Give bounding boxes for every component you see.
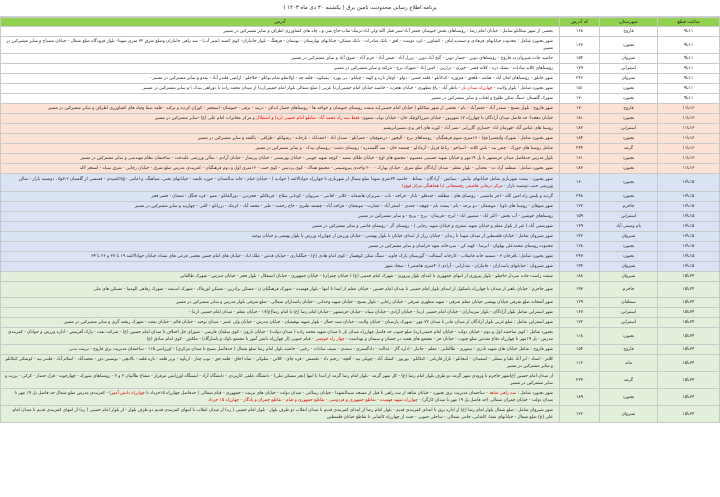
county: مانه <box>600 355 658 372</box>
address-code: ۱۶۰ <box>560 174 600 192</box>
county: فاروج <box>600 345 658 355</box>
highlighted-location: چهارراه میدان بار <box>461 86 493 91</box>
cut-time: ۲۴تا۱۵ <box>658 272 720 282</box>
page-title: برنامه اطلاع رسانی محدودیت تامین برق ( یکشنبه ۳۰ دی ماه ۱۴۰۳ ) <box>0 0 720 17</box>
table-row <box>1 272 720 282</box>
county: شیروان <box>600 54 658 64</box>
address-code: ۱۶۸ <box>560 27 600 37</box>
county: گرمه <box>600 372 658 389</box>
county: شیروان <box>600 74 658 84</box>
address: شهر بجنورد شامل: باقرخان ۳ - تصفیه خانه فاضلاب - کارخانه آسفالت - گورستان پارک جاوید - سنگ شکن کوهسار - کوی امام هادی (ع) - جنگلداری - خیابان قدس - ملک اباد - خیابان های امام حسن مجتبی فرعی های مقداد خیابان جوادالائمه ۱۹ تا ۳۷ و ۲۶ تا ۳۴ <box>1 252 560 262</box>
address-code: ۱۹۳ <box>560 282 600 298</box>
table-header-row <box>1 18 720 27</box>
address-code: ۱۱۲ <box>560 355 600 372</box>
county: شیروان <box>600 262 658 272</box>
address-code: ۱۶۳ <box>560 37 600 54</box>
table-row <box>1 202 720 212</box>
county: شیروان <box>600 272 658 282</box>
cut-time: ۱۱تا۹ <box>658 84 720 94</box>
header-city: شهرستان <box>600 18 658 27</box>
table-row <box>1 372 720 389</box>
county: بجنورد <box>600 134 658 144</box>
county: جاجرم <box>600 202 658 212</box>
cut-time: ۱۵تا۱۳ <box>658 262 720 272</box>
table-row <box>1 308 720 318</box>
address-code: ۱۲۹ <box>560 298 600 308</box>
address: خیابان دهخدا- حد فاصل میدان آزادگان تا چهارراه ۱۷ شهریور - خیابان میرزاکوچک خان - خیابان نواب صفوی- فقط سه راه محمد آباد- تقاطع امام خمینی (ره) و استقلال و مرکز مخابرات امام علی (ع) -سایر مشترکین در مسیر <box>1 114 560 124</box>
table-row <box>1 114 720 124</box>
county: بجنورد <box>600 37 658 54</box>
cut-time: ۱۱تا۹ <box>658 74 720 84</box>
table-row <box>1 74 720 84</box>
cut-time: ۱۱تا۹ <box>658 37 720 54</box>
cut-time: ۱۳تا۱۱ <box>658 154 720 164</box>
address-code: ۱۳۹ <box>560 222 600 232</box>
county: اسفراین <box>600 64 658 74</box>
highlighted-location: چهار راه خوشتی <box>314 337 345 342</box>
address: بخشی از شهر تیتکانلو شامل : خیابان امام رضا - روستاهای بخش خبوشان جعفر آباد-سیر قفل الله-ولی اباد-ترنبک-نقاب-حاج نقی و.. چاه های کشاورزی اطراف و سایر مشترکین در مسیر <box>1 27 560 37</box>
address: شهر شیروان شامل : خیابان فلسطین از میدان شهدا تا زندان - خیابان رزاز از ابتدای خیابان تا بلوار بهشتی - خیابان ورزش از چهارراه ورزش تا بلوار بهشتی و خیابان توحید <box>1 232 560 242</box>
cut-time: ۱۳تا۱۱ <box>658 144 720 154</box>
table-row <box>1 212 720 222</box>
highlighted-location: مرکز درمانی هاشمی رفسنجانی (با هماهنگی مرکز فوق) <box>402 183 503 189</box>
address: شهرصفی آباد ( غیر از بلوار معلم و خیابان شهید صفری و خیابان شهید رجایی ) - روستای گز - روستای قاضی و سایر مشترکین در مسیر <box>1 222 560 232</box>
cut-time: ۱۵تا۱۳ <box>658 212 720 222</box>
address: شهر بجنورد شامل : محدوده خیابانهای فرهادی و صمدیه لباف - کشاورز - ایزد دوست - افق - بانک صادرات - بانک مسکن- خیابانهای بهارستان - بوستان - فرهنگ - بلوار جانبازان- کوی کمینه (شیر آب) - سه راهی جانبازان وضلع شرق ۳۲ متری شهدا- بلوار فرودگاه ضلع شمال - خیابان مصباح و سایر مشترکین در مسیر <box>1 37 560 54</box>
address: از میدان امام حسین (ع)شهر جاجرم تا ورودی شهر گرمه دو طرف بلوار امام رضا (ع) - کل شهر گرمه - بلوار امام رضا گرمه از ابتدا تا انتها (بجز مسکن ملی) - دانشگاه علمی کاربردی - دانشگاه آزاد - ایستگاه اورژانس مرفراز - مشاع طالبیان ۲ و ۲ - روستاهای شورک - چهارجوبه - قزل حصار - کرکی - برزنه و سایر مشترکین در مسیر <box>1 372 560 389</box>
county: جاجرم <box>600 282 658 298</box>
county: شیروان <box>600 232 658 242</box>
county: اسفراین <box>600 212 658 222</box>
table-row <box>1 345 720 355</box>
county: سملقان <box>600 298 658 308</box>
address-code: ۱۵۴ <box>560 54 600 64</box>
county: بجنورد <box>600 252 658 262</box>
address-code: ۲۴۸ <box>560 192 600 202</box>
cut-time: ۱۱تا۹ <box>658 27 720 37</box>
county: شیروان <box>600 406 658 423</box>
address: بجنورد شامل : کوی صاحقبه اول و دوم - خیابان دولت - خیابان امام خمینی(ره) ضلع جنوب حد فاصل چهارراه میدان بار تا میدان شهید محمد زاده ( میدان دولت) - خیابان نارون - کوی سلمان فارسی - شورای حل اختلاف تا میدان امام حسین (ع) - شرکت نفت - پارک آفرینش - اداره ورزش و جوانان - کمربندی مدرس - پل ۱۹مهر تا چهارراه دفاع مقدس ضلع جنوب - خیابان حر - مجتمع های همت در خشان و سیمان و بهداشت - چهار راه خوشتی - قیام جنوبی (از چهارراه دانش آموز تا مجتمع تاوک و پاسارگاد) - ملکش - کوی امام صادق (ع) <box>1 328 560 345</box>
table-row <box>1 262 720 272</box>
table-row <box>1 318 720 328</box>
cut-time: ۲۴تا۱۵ <box>658 389 720 406</box>
cut-time: ۲۴تا۱۵ <box>658 298 720 308</box>
table-row <box>1 298 720 308</box>
address: شهر شوقان - روستا های تاویا - موشقان - دو برجه - بام - پشت بام - چهچه - جعدی - اصغر آباد - عمارت - موشقان - فراجه آباد - چشمه طبری - حاج رحمت - طبر - محمد آباد - کرمک - برزانلو - کلتی - چهاربید و سایر مشترکین در مسیر <box>1 202 560 212</box>
cut-time: ۲۴تا۱۵ <box>658 406 720 423</box>
table-row <box>1 355 720 372</box>
cut-time: ۲۴تا۱۵ <box>658 345 720 355</box>
address: شهر آشخانه ضلع شرقی خیابان بهشتی خیابان معلم شرقی - شهید مطهری شرقی - خیابان رجایی - بلوار بسیج - خیابان شهید وحدانی - خیابان پاسداران شمالی - ضلع شرقی بلوار مدرس و سایر مشترکین در مسیر <box>1 298 560 308</box>
table-row <box>1 406 720 423</box>
table-row <box>1 242 720 252</box>
address: شهر خانلق - روستاهای امان آباد - هنامه - قلجق - فیروزه - کدکانلو - قلعه حسن - دولو - اوغاز تازه و کهنه - چیانلو - بی بهره - پسکوه - قلعه چه - اولاشلو شام بوانلو - خلاجلو - اراضی قلندر آباد - نقدو و سایر مشترکین در مسیر - <box>1 74 560 84</box>
cut-time: ۱۱تا۹ <box>658 64 720 74</box>
address-code: ۱۳۶ <box>560 406 600 423</box>
address: شهر شیروان : خیابانهای پاسداران - جانبازان - تقدارانی - آزادی (۴۰متری هاشمی) - سجاد شهر <box>1 262 560 272</box>
address: محدوده روستای محمدعلی پهلوان - اترسا - کهنه کن - سردخانه شهد خراسان و سایر مشترکین در مسیر <box>1 242 560 252</box>
address-code: ۱۵۴ <box>560 345 600 355</box>
table-row <box>1 144 720 154</box>
county: بجنورد <box>600 389 658 406</box>
county: بجنورد <box>600 84 658 94</box>
header-address: آدرس <box>1 18 560 27</box>
cut-time: ۱۵تا۱۳ <box>658 222 720 232</box>
table-row <box>1 134 720 144</box>
address-code: ۱۸۱ <box>560 114 600 124</box>
cut-time: ۱۳تا۱۱ <box>658 164 720 174</box>
address: شهر جاجرم : خیابان باهنر از میدان تا چهارراه باسکول از ابتدای بلوار امام خمینی تا میدان امام حسین - خیابان معلم از ابتدا تا انتها - بلوار فهمیده - شهرک فرهنگیان ن - مسکن برادرین - مسکن اوریتاک - شهرک اندیشه - شهرک رفاهی الومنیا - مسکن های ملی <box>1 282 560 298</box>
county: بجنورد <box>600 154 658 164</box>
table-row <box>1 27 720 37</box>
cut-time: ۲۴تا۱۵ <box>658 328 720 345</box>
address-code: ۱۷۹ <box>560 64 600 74</box>
highlighted-location: چهارراه شهید فهمیده - تقاطع جمهوری و فردوسی - تقاطع جمهوری و قیام - تقاطع چمران و یادگار - چهارراه ۱۵ خرداد <box>208 398 418 403</box>
county: گرمه <box>600 144 658 154</box>
table-row <box>1 389 720 406</box>
address: شهر اسفراین شامل : ضلع غربی بلوار آزادگان از میدان مادر تا میدان ۲۲ مهر - شهرک پارسیان - خیابان ولایت - خیابان سید جمال - بلوار شهید توفیقیان - خیابان مدرس - خیابان ولی عصر - میدان توحید - خیابان قائم - خیابان بعثت - شهرک ریخته گری و سایر مشترکین در مسیر <box>1 318 560 328</box>
address-code: ۱۴۶ <box>560 232 600 242</box>
cut-time: ۱۳تا۱۱ <box>658 114 720 124</box>
cut-time: ۱۵تا۱۳ <box>658 232 720 242</box>
table-row <box>1 192 720 202</box>
address-code: ۱۱۸ <box>560 328 600 345</box>
cut-time: ۲۴تا۱۵ <box>658 355 720 372</box>
outage-schedule-table <box>0 17 720 423</box>
address-code: ۱۶۷ <box>560 308 600 318</box>
address: گردنه و پلیس راه امین الله - اجر ماشینی - روستای های : مطلعه - خندقلو - تاتار - فراجه - نات - سربران هاشقانه - کلاتر - اقانبی - سریوان - کودانی سلاخ - قریکانلو - فخردین - دورالقانلو - ممو - قره جنگل - شعبان - قصر قجر <box>1 192 560 202</box>
address: روستاهای کلاته سادات - پشک دره - کلاته فقیر - خوری - درازیی - امین اباد - شهرک برج - مراغه و سایر مشترکین در مسیر <box>1 64 560 74</box>
county: اسفراین <box>600 124 658 134</box>
address-code: ۱۸۲ <box>560 124 600 134</box>
county: بجنورد <box>600 328 658 345</box>
address-code: ۲۴۶ <box>560 74 600 84</box>
table-row <box>1 37 720 54</box>
table-row <box>1 222 720 232</box>
cut-time: ۲۴تا۱۵ <box>658 308 720 318</box>
address: شهر بجنورد شامل : منطقه آزاد ده - محدلی - بلوار معلم - میدان آزادگان ضلع شرق - خیابان بهارک - ۲۰۰ واحدی پتروشیمی - مجتمع هماک - کوی پردیس - کوی جنت - ۱۶متری اول و دوم فرهنگیان - کمربندی مدرس ضلع شرق - خیابان رجایی - شرق سپاه - استخر لاله <box>1 164 560 174</box>
cut-time: ۱۵تا۱۳ <box>658 174 720 192</box>
address-code: ۱۲۷ <box>560 202 600 212</box>
address-code: ۱۶۱ <box>560 154 600 164</box>
address: بلوار مدرس حدفاصل میدان خرمشهر تا پل ۱۹مهر و خیابان شهید حسینی معصوم - مجتمع های اوج - خیابان طلای سفید - کوچه شهید جوینی - خیابان بهزیستی - خیابان پرستار - خیابان آزادی - سالن ورزشی علیدخت - ساختمان نظام مهندسی و سایر مشترکین در مسیر <box>1 154 560 164</box>
address-code: ۱۸۹ <box>560 389 600 406</box>
cut-time: ۱۳تا۱۱ <box>658 104 720 114</box>
table-row <box>1 64 720 74</box>
county: بجنورد <box>600 192 658 202</box>
table-row <box>1 282 720 298</box>
county: بجنورد <box>600 114 658 124</box>
county: اسفراین <box>600 308 658 318</box>
address: شامل روستا های جوزک - چمن بید - باش کلاته - اسپاخو - رباط قریل - آرمادلو - چشمه خان - سد گلستدره - روستای دشت - روستای بیدک - و سایر مشترکین در مسیر <box>1 144 560 154</box>
cut-time: ۲۴تا۱۵ <box>658 282 720 298</box>
address-code: ۱۴۴ <box>560 262 600 272</box>
address-code: ۲۲۴ <box>560 372 600 389</box>
table-row <box>1 164 720 174</box>
table-row <box>1 252 720 262</box>
county: فاروج <box>600 27 658 37</box>
address: شهر فاروج : بلوار بسیج - صفدر آباد - جعفرآباد - یام - بخشی از شهر تیتکانلو ( خیابان امام خمینی(به سمت روستای خبوشان و خواجه ها - روستاهای حصار انداف - دربند - ترقی - خبوشان- اسفجیر - کوران کردیه و ترکیه - قلعه صفا وچاه های کشاورزی اطراف و سایر مشترکین در مسیر <box>1 104 560 114</box>
address-code: ۱۳۲ <box>560 318 600 328</box>
address-code: ۱۲۸ <box>560 242 600 252</box>
table-row <box>1 104 720 114</box>
table-row <box>1 232 720 242</box>
table-body <box>1 27 720 423</box>
address-code: ۱۸۴ <box>560 134 600 144</box>
county: بجنورد <box>600 242 658 252</box>
cut-time: ۱۵تا۱۳ <box>658 242 720 252</box>
cut-time: ۲۴تا۱۵ <box>658 372 720 389</box>
cut-time: ۱۱تا۹ <box>658 94 720 104</box>
header-code: کد آدرس <box>560 18 600 27</box>
header-time: ساعت قطع <box>658 18 720 27</box>
address: شهر بجنورد : پشت شهربازی شامل خیابانهای نیایش - ستایش - آزادگان - نشاط - حاشیه ۳۴متری شهدا ضلع شمال از شهربازی تا چهارراه جوادالائمه ( جوادیه ) - خیابان خیام - خانه سالمندان - حوزه علمیه - خیابانهای تختی، شباهنگ، و امامی - ngکمبیدی - قسمتی از گلستان ۳،۲و۵ ، دوشنبه بازار - سالن ورزشی جنب دوشنبه بازار - مرکز درمانی هاشمی رفسنجانی (با هماهنگی مرکز فوق) <box>1 174 560 192</box>
county: اسفراین <box>600 318 658 328</box>
highlighted-location: چهارراه دانش آموز <box>110 391 145 396</box>
address: شهر شیروان شامل : ضلع شمال بلوار امام رضا (ع) از اداره برق تا ابتدای کمربندی قدیم - بلوار امام رضا از ابتدای کمربندی قدیم تا میدان انقلاب دو طرف بلوار - بلوار امام خمینی ( ره) از میدان انقلاب تا انتهای کمربندی قدیم دو طرف بلوار - از بلوار امام خمینی ( ره) از انتهای کمربندی قدیم تا میدان امام علی (ع) ضلع شمال - خیابانهای شفا، کاشانی، جامی شمالی - ساحلی جنوبی - جنت از چهارراه کاشانی تا تقاطع خیابان فلسطین <box>1 406 560 423</box>
address: شهر بجنورد شامل : شهرک ولیعصر(عج) - ۱۶متری سوم فرهنگیان - روستاهای برج - الیجور - درصوفیان - حمزانلو - صندل اباد - احمداباد - بازخانه - رشوانلو - طراقی - یالقعه و سایر مشترکین در مسیر <box>1 134 560 144</box>
county: بجنورد <box>600 94 658 104</box>
highlighted-location: سه راهی شاهد <box>489 391 517 396</box>
cut-time: ۱۳تا۱۱ <box>658 134 720 144</box>
address: حاشیه جاده شیروان به فاروج - روستاهای دوین - حصار دوین - گنج آباد دوین - برزل آباد - فیض آباد - خرم آباد - شوق آباد و سایر مشترکین در مسیر <box>1 54 560 64</box>
address-code: ۱۵۱ <box>560 84 600 94</box>
address-code: ۲۴۷ <box>560 252 600 262</box>
address: شهر بجنورد شامل : سه راهی شاهد - ساختمان مدیریت برق بجنورد - خیابان شاهد از سه راهی تا قبل از مسجد سیدالشهدا - خیابان رسالتی - میدان دولت - خیابان های تربیت - جمهوری - قیام شمالی ( حدفاصل چهارراه ۱۵خرداد تا چهارراه دانش آموز) - کمربندی مدرس ضلع شمال حد فاصل پل ۱۹ مهر تا میدان دولت - خیابان چمران شمالی (حد فاصل پل ۱۹ مهر تا میدان کارگر) - چهارراه شهید فهمیده - تقاطع جمهوری و فردوسی - تقاطع جمهوری و قیام - تقاطع چمران و یادگار - چهارراه ۱۵ خرداد <box>1 389 560 406</box>
table-row <box>1 328 720 345</box>
table-row <box>1 124 720 134</box>
address: شهر فاروج : شامل خیابان های شهید نادری - تیموری - طالقانی - معلم - جانباز - اداره گاز - عدالت - دادگستری - سعدی - سیف سادات - رجبی - حاشیه بلوار امام رضا ضلع شمال ( حدفاصل بسیج تا میدان مرکزی) - اورژانس ۱۱۵ - ساختمان مدیریت برق فاروج - تربیت بدنی <box>1 345 560 355</box>
address: روستا های عباس آباد -قهرمان اباد -حصاری گازرانی -نصر آباد - کوره های اجر پزی مسیرابریشم <box>1 124 560 134</box>
address: شهر اسفراین شامل بلوار آزادگان - بلوار سربداران - خیابان امام خمینی (ره) - خیابان آزادی - خیابان سپاه - خیابان خرمشهر - خیابان امام رضا (ع) تا امام رضا(ع)۱۷ - خیابان معلم - میدان امام خمینی (ره) - <box>1 308 560 318</box>
cut-time: ۱۳تا۱۱ <box>658 124 720 134</box>
county: بجنورد <box>600 164 658 174</box>
cut-time: ۲۴تا۱۵ <box>658 318 720 328</box>
county: فاروج <box>600 104 658 114</box>
county: بجنورد <box>600 174 658 192</box>
address: شهرک گلستان -سنگ شکن طلوع و افتاب و سایر مشترکین در مسیر <box>1 94 560 104</box>
address-code: ۱۵۹ <box>560 212 600 222</box>
address-code: ۱۸۳ <box>560 164 600 174</box>
highlighted-location: فقط سه راه محمد آباد- تقاطع امام خمینی (ره) و استقلال <box>256 116 360 121</box>
cut-time: ۱۵تا۱۳ <box>658 202 720 212</box>
table-row <box>1 174 720 192</box>
address-code: ۲۴۴ <box>560 144 600 154</box>
address: شهر بجنورد شامل : بلوار ولایت - چهارراه میدان بار - ناظر آباد - باغ مطهری - خیابان هجرت - حاشیه خیابان امام خمینی(ره) غربی ( ضلع شمالی بلوار امام خمینی(ره) از میدان محمد زاده تا دوراهی بیدک ) و سایر مشترکین در مسیر <box>1 84 560 94</box>
address: کلاتر - استاد - اتر آباد علیا و سفلی - اسفیدان - اینجانلو - بازار قارنانی - کیکانلو - بوربور - کشک آباد - چوپلی تپه - آقچه - رحیم داد - تختمش - قره چای - کلاتن - سلوکی - شاه اجاق - قلعه جق - توپ چنار - ارناوه - بربر قلعه - تازه قلعه - یالانچی - یوسنین دوز - محمدآباد - اسلام آباد - قلندر تپه - کوشکی کیکانلو و سایر مشترکین در مسیر <box>1 355 560 372</box>
address: سمت راست جاده سردار حاجیلو - بلوار پیروزی از انتهای جمهوری تا ابتدای بلوار پیروزی - شهرک امام خمینی (ع) ( خیابان چمران) - خیابان جمهوری - خیابان استقلال - بلوار فجر - خیابان مدرس - شهرک طالقانی <box>1 272 560 282</box>
table-row <box>1 154 720 164</box>
cut-time: ۱۵تا۱۳ <box>658 192 720 202</box>
address-code: ۱۷۰ <box>560 104 600 114</box>
address: روستاهای خوشین - آب بخش - اکبر اباد - منصور اباد - ابرج - فریمان - برج - برنج - و سایر مشترکین در مسیر <box>1 212 560 222</box>
table-row <box>1 54 720 64</box>
address-code: ۱۳۰ <box>560 94 600 104</box>
county: بام وصفی آباد <box>600 222 658 232</box>
table-row <box>1 84 720 94</box>
table-row <box>1 94 720 104</box>
address-code: ۱۸۸ <box>560 272 600 282</box>
cut-time: ۱۱تا۹ <box>658 54 720 64</box>
cut-time: ۱۵تا۱۳ <box>658 252 720 262</box>
